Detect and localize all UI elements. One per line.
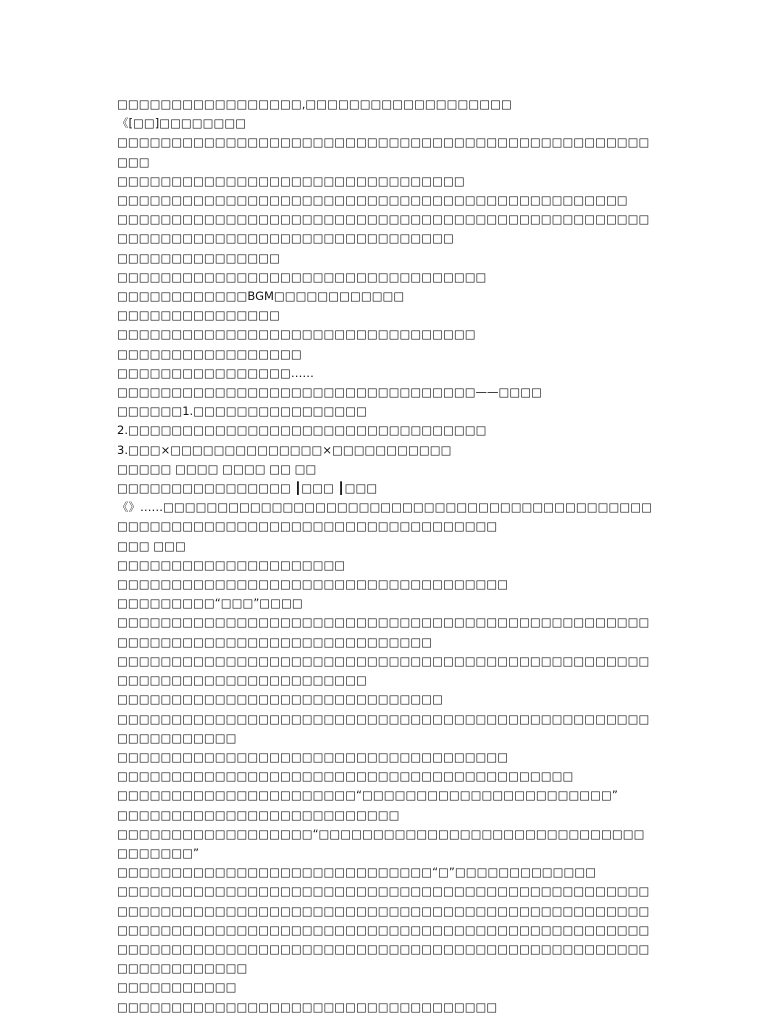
text-line: □□□□□□□□□□□□□□□□□□□□□□□□□□□□□□□□□□□□□□□□□□□□□□□□□□□□: [117, 135, 650, 169]
text-line: □□□□□□□□□□□□□□□□□: [117, 346, 302, 361]
text-line: □□□□□□□□□□□□□□□□……: [117, 365, 314, 380]
text-line: □□□□□□□□□□□□□□□□□□□□□□□□□□□□□□□□□□□□□□□□□□□□□□□□□□□□□□□□□□□□: [117, 711, 650, 745]
text-line: □□□□□□□□□□□□□□□□□□□□□□□□□□□□□□□□□□□□□□□□□□□□□□□□□□□□□□□□□□□□□□□□□□□□□□□□□□□□□□□□□□□□□□□□□□□□□□□□□□□□□□□□□□□□□□□□□□□□□□□□□□□□□□□□□□□□□□□□□□□□□□□□□□□□□□□□□□□□□□□: [117, 903, 650, 976]
text-line: □□□□□□□□□□□□BGM□□□□□□□□□□□□: [117, 289, 405, 304]
text-line: □□□□□□□□□□□□□□□□□□□□□□□□□□□□□□□□□□□□: [117, 749, 509, 764]
text-line: 3.□□□×□□□□□□□□□□□□□□×□□□□□□□□□□□: [117, 442, 452, 457]
text-line: □□□□□□□□□□□□□□□□□□□□□□□□□□□□□□□□□□□□□□□□□□□□□□□□□□□□□□□□□□□□□□□□□□□□□□□□□□□□□□□□: [117, 212, 650, 246]
text-line: 《》……□□□□□□□□□□□□□□□□□□□□□□□□□□□□□□□□□□□□□□□□□□□□□□□□□□□□□□□□□□□□□□□□□□□□□□□□□□□□□□□□: [117, 500, 652, 534]
text-line: □□□□□□□□□□□□□□□□□□□□□□□□□□□□□□□□□□□□□□□□□□□□□□□: [117, 193, 628, 208]
text-line: □□□□□□□□□□□□□□□□□□□□□□“□□□□□□□□□□□□□□□□□□□□□□□”: [117, 788, 618, 803]
text-line: □□□□□□□□□□□□□□□: [117, 308, 280, 323]
text-line: □□□□□□□□□□□□□□□□ ┃□□□ ┃□□□: [117, 481, 378, 496]
text-line: □□□□□□□□□□□□□□□□□□□□□□□□□□□□□□□□□□□□□□□□□□: [117, 769, 574, 784]
text-line: 2.□□□□□□□□□□□□□□□□□□□□□□□□□□□□□□□□□: [117, 423, 487, 438]
text-line: □□□□□□□□□□□□□□□□□□□□□□□□□□: [117, 807, 400, 822]
text-line: □□□□□□□□□□□□□□□□□□□□□□□□□□□□□□□□□——□□□□: [117, 385, 543, 400]
text-line: □□□□□□□□□□□□□□□□□□□□□□□□□□□□□□□□□□□□□□□□□□□□□□□□□□□□□□□□□□□□□□□□□□□□□□□□□□□□□□: [117, 615, 650, 649]
text-line: □□□□□□□□□□□□□□□□□□□□□□□□□□□□□□□□: [117, 173, 465, 188]
text-line: □□□□□□□□□□□□□□□□□□□□□□□□□□□□□□: [117, 692, 443, 707]
text-line: □□□□□□□□□□□□□□□□□□□□□□□□□□□□□□□□□□□: [117, 999, 498, 1014]
text-line: □□□□□□□□□□□□□□□□□□□□□□□□□□□□□□□□□: [117, 327, 476, 342]
text-line: □□□□□□□□□□□□□□□□□□“□□□□□□□□□□□□□□□□□□□□□□□□□□□□□□□□□□□□□”: [117, 826, 645, 860]
text-line: □□□□□□□□□□□□□□□: [117, 250, 280, 265]
text-line: □□□□□□□□□□□□□□□□□□□□□: [117, 557, 346, 572]
text-line: □□□□□□□□□“□□□”□□□□: [117, 596, 303, 611]
text-line: □□□□□□□□□□□□□□□□□□□□□□□□□□□□□“□”□□□□□□□□□□□□□: [117, 865, 597, 880]
text-line: □□□□□□□□□□□□□□□□□□□□□□□□□□□□□□□□□□□□: [117, 577, 509, 592]
text-line: □□□□□□□□□□□□□□□□□□□□□□□□□□□□□□□□□□: [117, 269, 487, 284]
text-line: □□□□□□□□□□□□□□□□□□□□□□□□□□□□□□□□□□□□□□□□□□□□□□□□□□□□□□□□□□□□□□□□□□□□□□□□: [117, 653, 650, 688]
text-line: □□□□□□□□□□□□□□□□□,□□□□□□□□□□□□□□□□□□□: [117, 97, 512, 111]
text-line: □□□□□ □□□□ □□□□ □□ □□: [117, 461, 317, 476]
text-line: 《[□□]□□□□□□□□: [117, 116, 247, 131]
text-line: □□□□□□□□□□□: [117, 980, 237, 995]
text-line: □□□□□□1.□□□□□□□□□□□□□□□□: [117, 404, 368, 419]
text-line: □□□□□□□□□□□□□□□□□□□□□□□□□□□□□□□□□□□□□□□□□□□□□□□□□: [117, 884, 650, 899]
text-line: □□□ □□□: [117, 538, 186, 553]
document-body: [117, 95, 653, 1017]
